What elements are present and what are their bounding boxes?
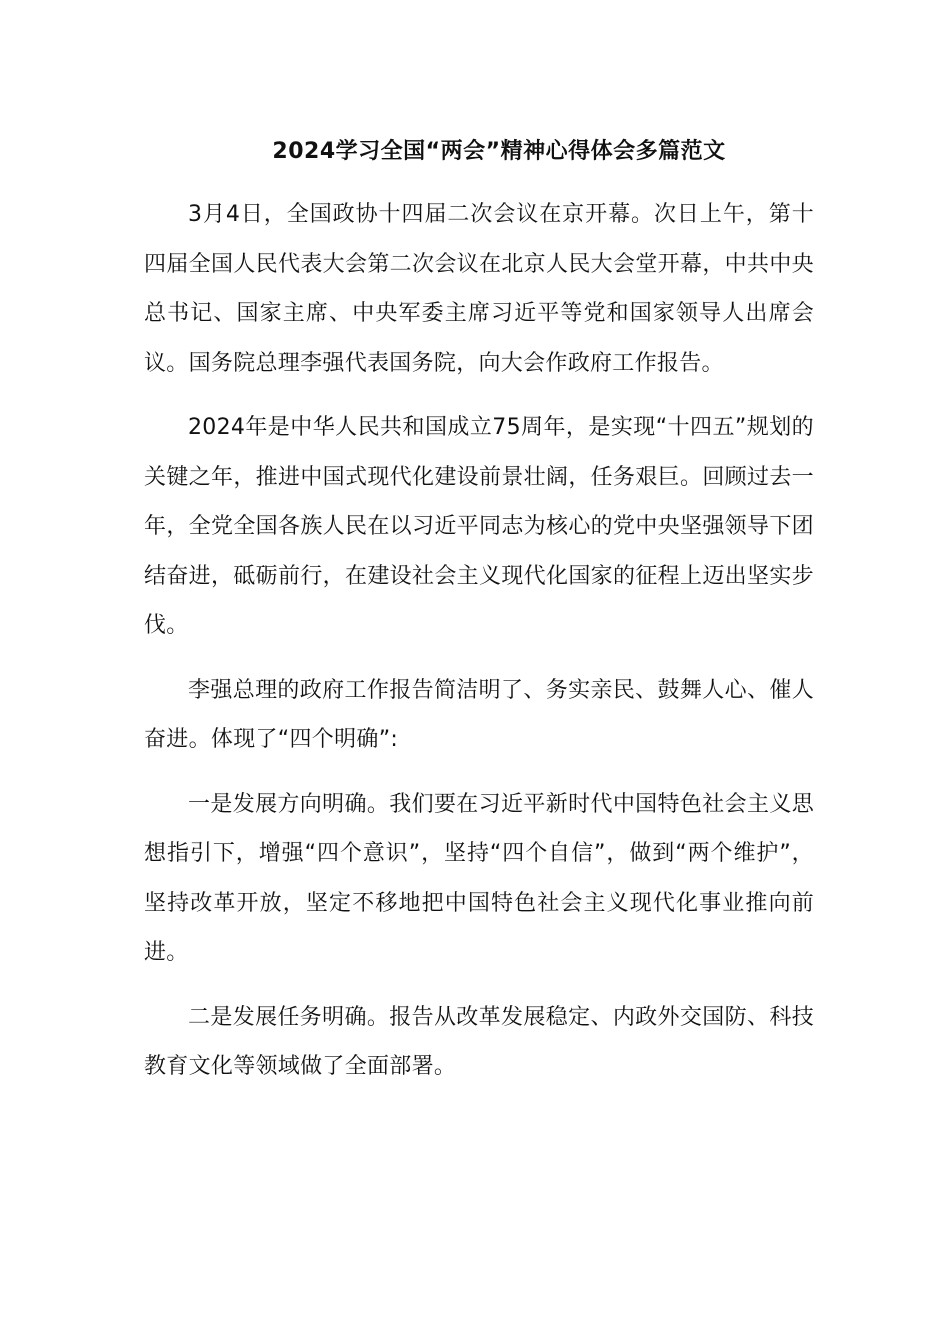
paragraph-3: 李强总理的政府工作报告简洁明了、务实亲民、鼓舞人心、催人奋进。体现了“四个明确”: [144,677,814,752]
paragraph-5: 二是发展任务明确。报告从改革发展稳定、内政外交国防、科技教育文化等领域做了全面部署。 [144,1004,814,1079]
document-body [144,190,814,1107]
document-title: 2024学习全国“两会”精神心得体会多篇范文 [272,139,726,164]
paragraph-1: 3月4日，全国政协十四届二次会议在京开幕。次日上午，第十四届全国人民代表大会第二次会议在北京人民大会堂开幕，中共中央总书记、国家主席、中央军委主席习近平等党和国家领导人出席会议。国务院总理李强代表国务院，向大会作政府工作报告。 [144,202,814,376]
paragraph-4: 一是发展方向明确。我们要在习近平新时代中国特色社会主义思想指引下，增强“四个意识”，坚持“四个自信”，做到“两个维护”，坚持改革开放，坚定不移地把中国特色社会主义现代化事业推向前进。 [144,791,814,965]
paragraph-2: 2024年是中华人民共和国成立75周年，是实现“十四五”规划的关键之年，推进中国式现代化建设前景壮阔，任务艰巨。回顾过去一年，全党全国各族人民在以习近平同志为核心的党中央坚强领导下团结奋进，砥砺前行，在建设社会主义现代化国家的征程上迈出坚实步伐。 [144,415,814,638]
